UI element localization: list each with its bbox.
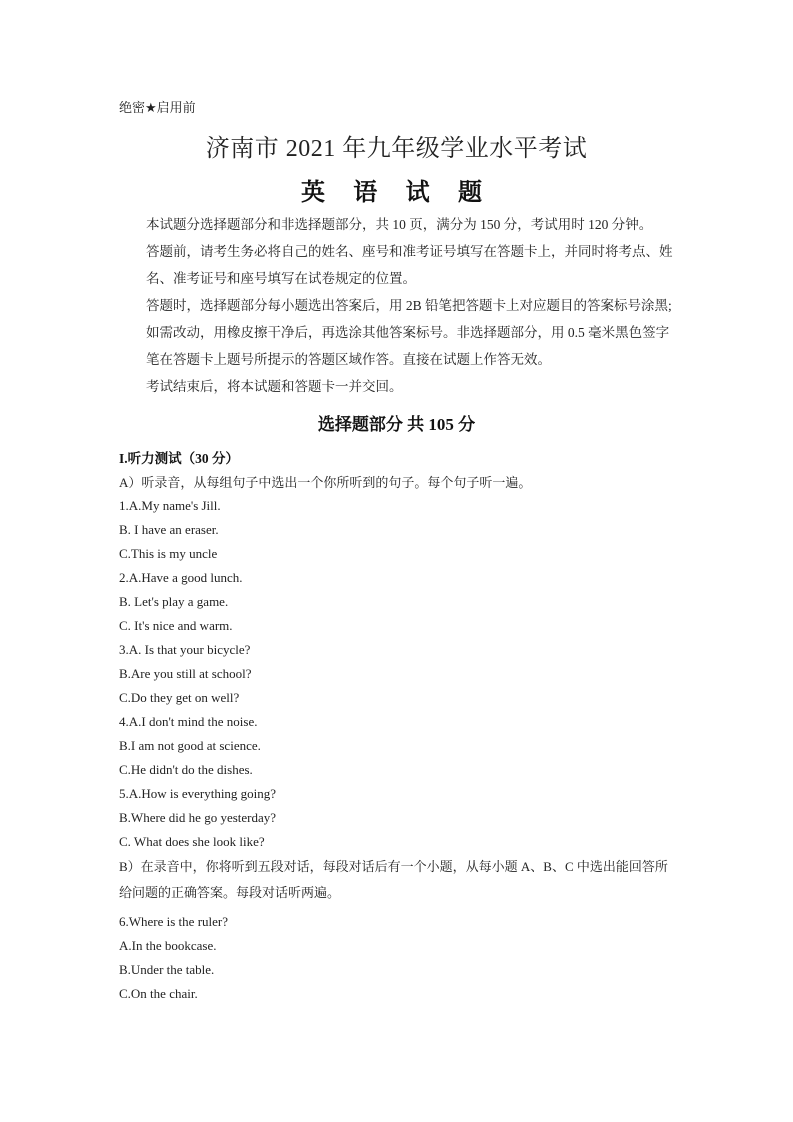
question-line: B. I have an eraser.	[119, 522, 219, 537]
part-a-instruction: A）听录音，从每组句子中选出一个你所听到的句子。每个句子听一遍。	[119, 475, 532, 490]
question-line: A.In the bookcase.	[119, 938, 217, 953]
question-line: 2.A.Have a good lunch.	[119, 570, 243, 585]
question-line: B.Where did he go yesterday?	[119, 810, 277, 825]
instruction-paragraph: 考试结束后，将本试题和答题卡一并交回。	[146, 379, 403, 394]
part-title: I.听力测试（30 分）	[119, 451, 240, 466]
question-line: 5.A.How is everything going?	[119, 786, 277, 801]
question-line: 1.A.My name's Jill.	[119, 498, 221, 513]
question-line: C.He didn't do the dishes.	[119, 762, 253, 777]
question-line: B.I am not good at science.	[119, 738, 261, 753]
instruction-paragraph: 本试题分选择题部分和非选择题部分，共 10 页，满分为 150 分，考试用时 120 分钟。	[146, 217, 653, 232]
question-line: B. Let's play a game.	[119, 594, 229, 609]
question-line: B.Under the table.	[119, 962, 215, 977]
instruction-paragraph: 答题时，选择题部分每小题选出答案后，用 2B 铅笔把答题卡上对应题目的答案标号涂黑;如需改动，用橡皮擦干净后，再选涂其他答案标号。非选择题部分，用 0.5 毫米黑色签字笔在答题卡上题号所提示的答题区域作答。直接在试题上作答无效。	[146, 298, 672, 367]
question-line: C.On the chair.	[119, 986, 198, 1001]
exam-subtitle: 英 语 试 题	[300, 178, 493, 206]
exam-title: 济南市 2021 年九年级学业水平考试	[205, 136, 588, 162]
question-line: 4.A.I don't mind the noise.	[119, 714, 258, 729]
question-line: 3.A. Is that your bicycle?	[119, 642, 251, 657]
section-title: 选择题部分 共 105 分	[317, 415, 476, 434]
instruction-paragraph: 答题前，请考生务必将自己的姓名、座号和准考证号填写在答题卡上，并同时将考点、姓名、准考证号和座号填写在试卷规定的位置。	[146, 244, 673, 286]
question-line: C. It's nice and warm.	[119, 618, 233, 633]
question-line: B.Are you still at school?	[119, 666, 252, 681]
instructions-block	[119, 211, 675, 400]
question-line: C.This is my uncle	[119, 546, 218, 561]
part-b-instruction: B）在录音中，你将听到五段对话，每段对话后有一个小题，从每小题 A、B、C 中选出能回答所给问题的正确答案。每段对话听两遍。	[119, 859, 668, 900]
question-line: 6.Where is the ruler?	[119, 914, 229, 929]
confidential-label: 绝密★启用前	[119, 101, 196, 116]
question-line: C. What does she look like?	[119, 834, 265, 849]
question-line: C.Do they get on well?	[119, 690, 240, 705]
